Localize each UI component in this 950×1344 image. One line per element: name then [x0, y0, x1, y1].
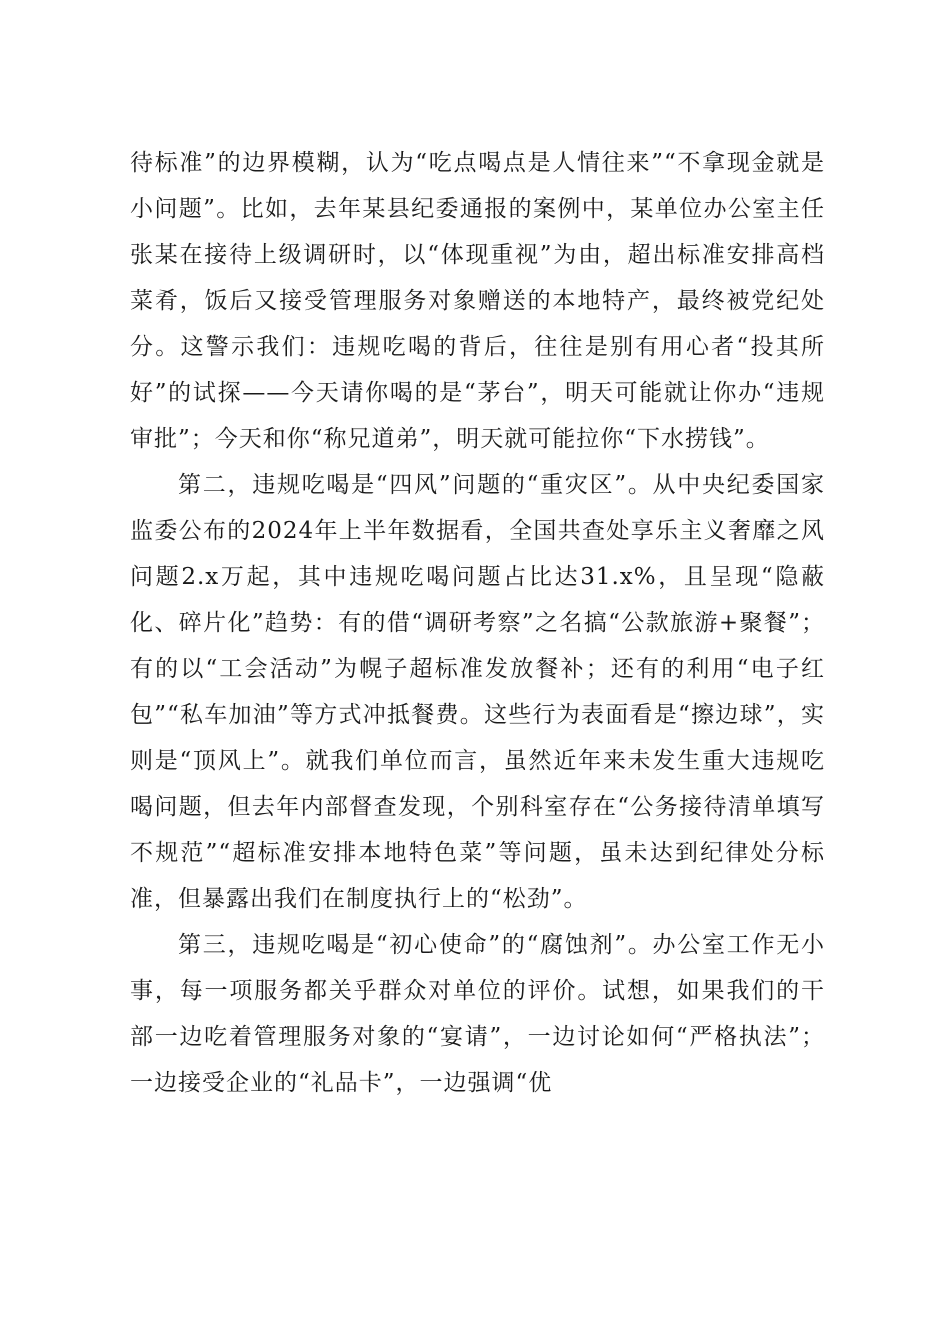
paragraph-second-point: 第二，违规吃喝是“四风”问题的“重灾区”。从中央纪委国家监委公布的2024年上半年数据看，全国共查处享乐主义奢靡之风问题2.x万起，其中违规吃喝问题占比达31.x%，且呈现“隐蔽化、碎片化”趋势：有的借“调研考察”之名搞“公款旅游+聚餐”；有的以“工会活动”为幌子超标准发放餐补；还有的利用“电子红包”“私车加油”等方式冲抵餐费。这些行为表面看是“擦边球”，实则是“顶风上”。就我们单位而言，虽然近年来未发生重大违规吃喝问题，但去年内部督查发现，个别科室存在“公务接待清单填写不规范”“超标准安排本地特色菜”等问题，虽未达到纪律处分标准，但暴露出我们在制度执行上的“松劲”。: [130, 472, 825, 912]
paragraph-continued: 待标准”的边界模糊，认为“吃点喝点是人情往来”“不拿现金就是小问题”。比如，去年某县纪委通报的案例中，某单位办公室主任张某在接待上级调研时，以“体现重视”为由，超出标准安排高档菜肴，饭后又接受管理服务对象赠送的本地特产，最终被党纪处分。这警示我们：违规吃喝的背后，往往是别有用心者“投其所好”的试探——今天请你喝的是“茅台”，明天可能就让你办“违规审批”；今天和你“称兄道弟”，明天就可能拉你“下水捞钱”。: [130, 150, 825, 452]
paragraph-third-point: 第三，违规吃喝是“初心使命”的“腐蚀剂”。办公室工作无小事，每一项服务都关乎群众对单位的评价。试想，如果我们的干部一边吃着管理服务对象的“宴请”，一边讨论如何“严格执法”；一边接受企业的“礼品卡”，一边强调“优: [130, 932, 825, 1096]
document-body: [130, 140, 825, 1106]
